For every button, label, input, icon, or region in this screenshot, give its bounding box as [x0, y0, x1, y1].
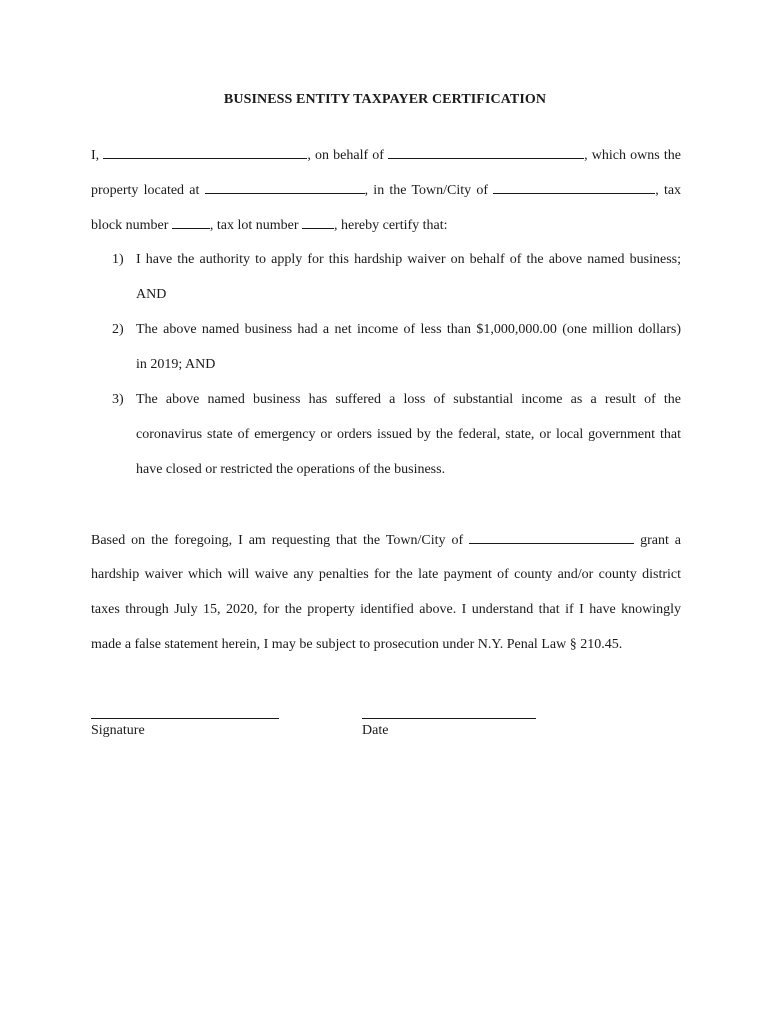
intro-line-2 [91, 180, 681, 201]
request-line-1 [91, 530, 681, 551]
list-item-text: coronavirus state of emergency or orders issued by the federal, state, or local government that [136, 427, 681, 442]
list-item-text: I have the authority to apply for this hardship waiver on behalf of the above named business; [136, 252, 681, 267]
request-line-4: made a false statement herein, I may be subject to prosecution under N.Y. Penal Law § 210.45. [91, 637, 623, 652]
intro-text: property located at [91, 183, 200, 198]
document-title: BUSINESS ENTITY TAXPAYER CERTIFICATION [223, 92, 547, 107]
business-field[interactable] [388, 145, 584, 159]
list-item-number: 3) [112, 392, 124, 407]
name-field[interactable] [103, 145, 307, 159]
intro-text: , hereby certify that: [334, 218, 448, 233]
intro-text: , tax [655, 183, 682, 198]
date-label: Date [362, 723, 389, 738]
list-item-text: AND [136, 287, 167, 302]
request-line-2: hardship waiver which will waive any penalties for the late payment of county and/or county district [91, 567, 681, 582]
intro-line-3 [91, 215, 681, 236]
town-city-field[interactable] [493, 180, 655, 194]
property-address-field[interactable] [205, 180, 365, 194]
list-item-text: The above named business had a net income of less than $1,000,000.00 (one million dollars) [136, 322, 681, 337]
intro-text: , which owns the [584, 148, 681, 163]
list-item-number: 2) [112, 322, 124, 337]
signature-label: Signature [91, 723, 145, 738]
intro-text: block number [91, 218, 169, 233]
list-item-text: The above named business has suffered a loss of substantial income as a result of the [136, 392, 681, 407]
intro-text: , tax lot number [209, 218, 299, 233]
intro-text: , on behalf of [307, 148, 384, 163]
lot-number-field[interactable] [302, 215, 334, 229]
list-item-text: have closed or restricted the operations of the business. [136, 462, 446, 477]
list-item-text: in 2019; AND [136, 357, 216, 372]
date-field[interactable] [362, 718, 536, 719]
intro-line-1 [91, 145, 681, 166]
request-text: Based on the foregoing, I am requesting that the Town/City of [91, 533, 464, 548]
intro-text: I, [91, 148, 100, 163]
intro-text: , in the Town/City of [364, 183, 489, 198]
request-text: grant a [640, 533, 682, 548]
block-number-field[interactable] [172, 215, 210, 229]
town-city-request-field[interactable] [469, 530, 634, 544]
signature-field[interactable] [91, 718, 279, 719]
request-line-3: taxes through July 15, 2020, for the property identified above. I understand that if I have knowingly [91, 602, 681, 617]
list-item-number: 1) [112, 252, 124, 267]
